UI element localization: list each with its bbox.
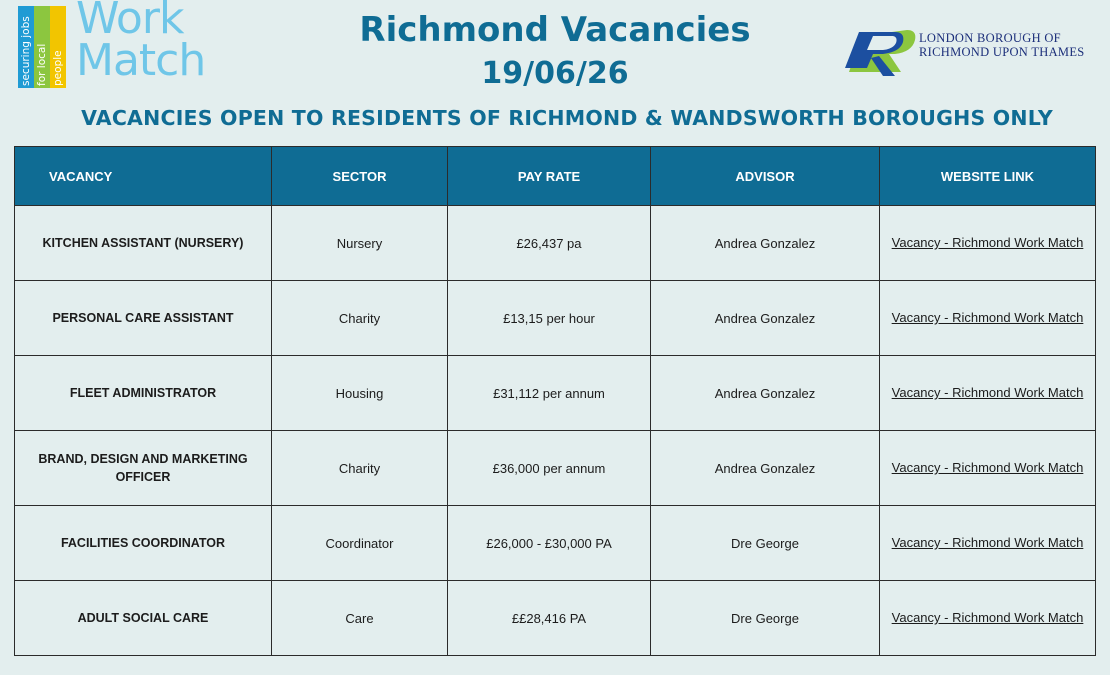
sector-cell: Charity <box>272 431 448 506</box>
borough-r-icon <box>843 24 919 80</box>
sector-cell: Care <box>272 581 448 656</box>
page-date: 19/06/26 <box>481 56 629 91</box>
sector-cell: Housing <box>272 356 448 431</box>
header-website-link: WEBSITE LINK <box>880 147 1096 206</box>
vacancy-link[interactable]: Vacancy - Richmond Work Match <box>891 460 1084 475</box>
borough-logo <box>843 24 1105 86</box>
sector-cell: Charity <box>272 281 448 356</box>
workmatch-word2: Match <box>76 35 206 86</box>
page-title-block <box>250 8 860 94</box>
header-advisor: ADVISOR <box>651 147 880 206</box>
workmatch-stripes <box>18 6 66 88</box>
vacancy-name: KITCHEN ASSISTANT (NURSERY) <box>15 206 272 281</box>
pay-rate-cell: £36,000 per annum <box>448 431 651 506</box>
stripe-yellow <box>50 6 66 88</box>
workmatch-wordmark <box>76 0 206 86</box>
pay-rate-cell: £26,437 pa <box>448 206 651 281</box>
page-title: Richmond Vacancies <box>359 10 751 50</box>
vacancy-link[interactable]: Vacancy - Richmond Work Match <box>891 535 1084 550</box>
advisor-cell: Dre George <box>651 581 880 656</box>
advisor-cell: Andrea Gonzalez <box>651 431 880 506</box>
vacancy-link[interactable]: Vacancy - Richmond Work Match <box>891 235 1084 250</box>
borough-line2: RICHMOND UPON THAMES <box>919 45 1085 59</box>
link-cell <box>880 581 1096 656</box>
pay-rate-cell: £26,000 - £30,000 PA <box>448 506 651 581</box>
sector-cell: Nursery <box>272 206 448 281</box>
table-header-row <box>15 147 1096 206</box>
advisor-cell: Andrea Gonzalez <box>651 356 880 431</box>
advisor-cell: Andrea Gonzalez <box>651 281 880 356</box>
link-cell <box>880 431 1096 506</box>
workmatch-logo <box>18 0 228 92</box>
table-row <box>15 506 1096 581</box>
link-cell <box>880 506 1096 581</box>
vacancy-name: FLEET ADMINISTRATOR <box>15 356 272 431</box>
link-cell <box>880 206 1096 281</box>
stripe-green <box>34 6 50 88</box>
table-row <box>15 356 1096 431</box>
vacancy-link[interactable]: Vacancy - Richmond Work Match <box>891 385 1084 400</box>
pay-rate-cell: £13,15 per hour <box>448 281 651 356</box>
stripe-text: securing jobs <box>20 16 32 86</box>
table-row <box>15 581 1096 656</box>
vacancy-name: ADULT SOCIAL CARE <box>15 581 272 656</box>
workmatch-word1: Work <box>76 0 184 44</box>
vacancy-name: PERSONAL CARE ASSISTANT <box>15 281 272 356</box>
table-row <box>15 431 1096 506</box>
advisor-cell: Dre George <box>651 506 880 581</box>
advisor-cell: Andrea Gonzalez <box>651 206 880 281</box>
eligibility-subtitle: VACANCIES OPEN TO RESIDENTS OF RICHMOND & WANDSWORTH BOROUGHS ONLY <box>81 106 1053 130</box>
vacancy-link[interactable]: Vacancy - Richmond Work Match <box>891 610 1084 625</box>
table-row <box>15 206 1096 281</box>
vacancy-link[interactable]: Vacancy - Richmond Work Match <box>891 310 1084 325</box>
stripe-text: for local <box>36 43 48 86</box>
link-cell <box>880 356 1096 431</box>
pay-rate-cell: £31,112 per annum <box>448 356 651 431</box>
borough-name <box>919 31 1085 59</box>
header-pay-rate: PAY RATE <box>448 147 651 206</box>
link-cell <box>880 281 1096 356</box>
sector-cell: Coordinator <box>272 506 448 581</box>
stripe-blue <box>18 6 34 88</box>
table-row <box>15 281 1096 356</box>
header-vacancy: VACANCY <box>15 147 272 206</box>
borough-line1: LONDON BOROUGH OF <box>919 31 1061 45</box>
pay-rate-cell: ££28,416 PA <box>448 581 651 656</box>
vacancy-name: FACILITIES COORDINATOR <box>15 506 272 581</box>
stripe-text: people <box>52 50 64 86</box>
header-sector: SECTOR <box>272 147 448 206</box>
vacancy-name: BRAND, DESIGN AND MARKETING OFFICER <box>15 431 272 506</box>
vacancies-table <box>14 146 1096 656</box>
